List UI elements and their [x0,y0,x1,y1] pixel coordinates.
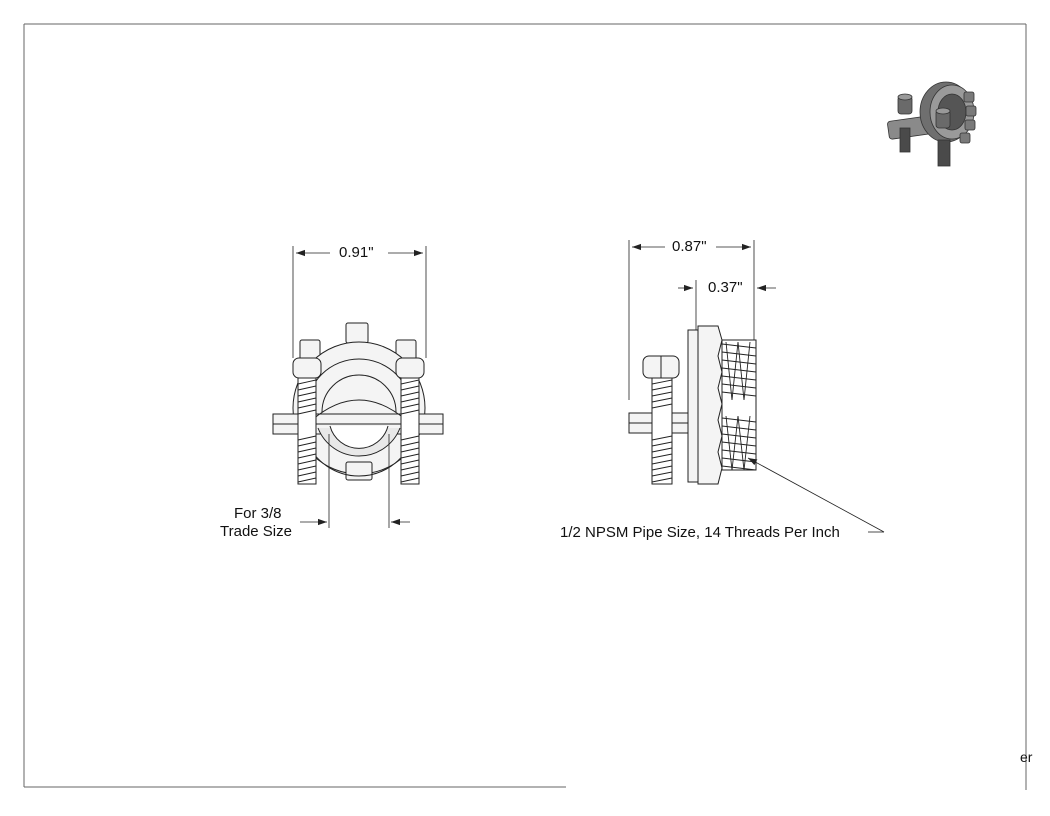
thread-spec-note: 1/2 NPSM Pipe Size, 14 Threads Per Inch [560,524,840,541]
thread-spec-leader [748,458,884,532]
trade-size-note-line2: Trade Size [220,523,292,540]
sheet-border [24,24,1026,790]
dimension-label-thread-length: 0.37" [704,279,747,297]
dimension-label-front-width: 0.91" [335,244,378,262]
trade-size-note-line1: For 3/8 [234,505,282,522]
title-block-clipped-text: er [1020,749,1033,765]
dimension-label-side-width: 0.87" [668,238,711,256]
isometric-view [887,82,976,166]
side-view [629,326,756,484]
